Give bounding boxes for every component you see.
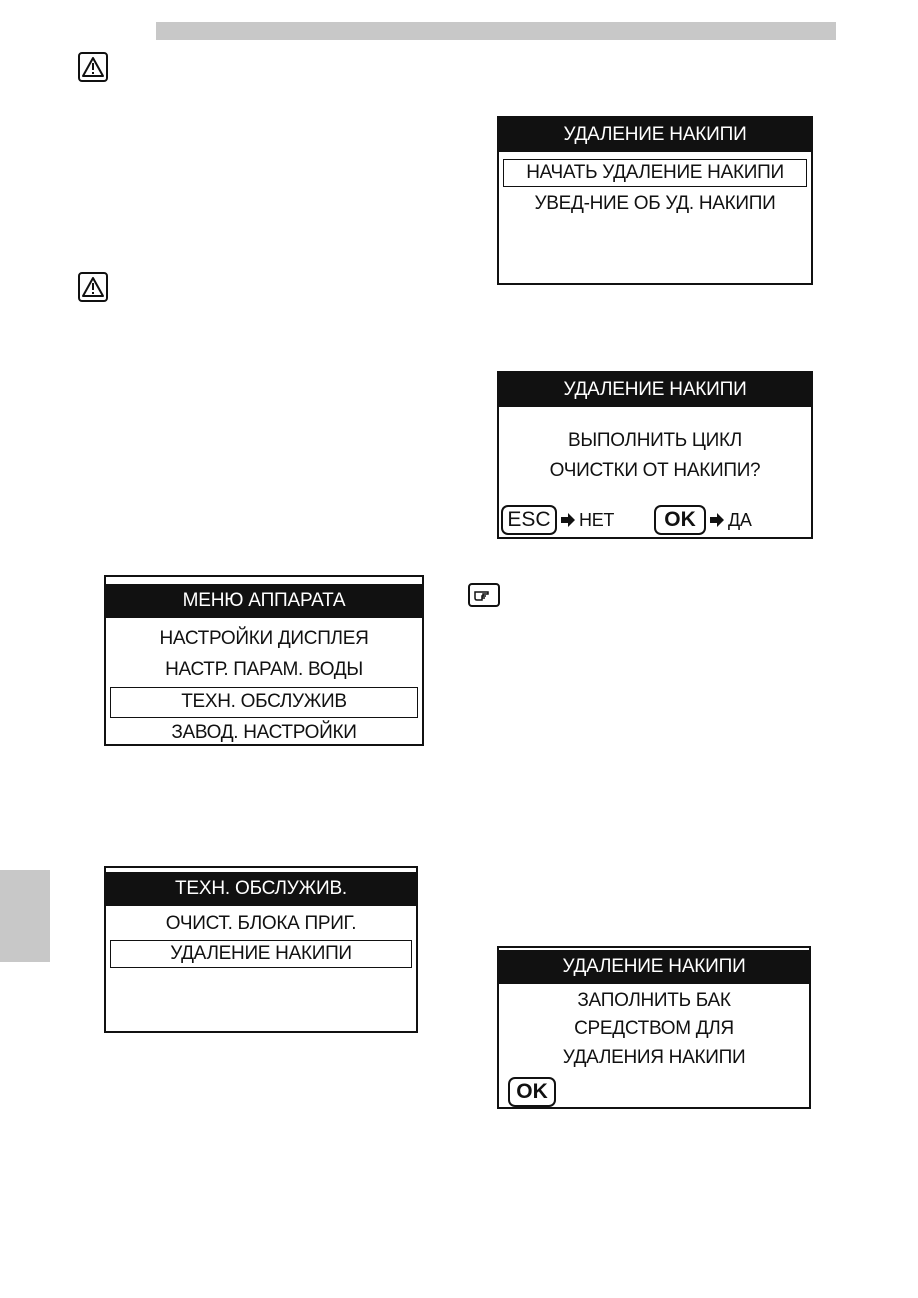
screen-title: МЕНЮ АППАРАТА [106, 584, 422, 618]
screen-title: УДАЛЕНИЕ НАКИПИ [499, 950, 809, 984]
menu-item-brew-unit-cleaning[interactable]: ОЧИСТ. БЛОКА ПРИГ. [165, 913, 357, 934]
screen-machine-menu [104, 575, 424, 746]
ok-key[interactable]: OK [508, 1077, 556, 1107]
pointing-hand-icon [468, 583, 500, 607]
menu-item-maintenance[interactable]: ТЕХН. ОБСЛУЖИВ [110, 687, 418, 718]
screen-maintenance-menu [104, 866, 418, 1033]
screen-title: УДАЛЕНИЕ НАКИПИ [499, 373, 811, 407]
screen-descale-menu [497, 116, 813, 285]
confirm-message-line-2: ОЧИСТКИ ОТ НАКИПИ? [549, 460, 761, 481]
ok-label: ДА [728, 510, 752, 530]
confirm-message-line-1: ВЫПОЛНИТЬ ЦИКЛ [568, 430, 742, 451]
menu-item-factory-settings[interactable]: ЗАВОД. НАСТРОЙКИ [171, 722, 357, 743]
warning-triangle-icon [78, 52, 108, 82]
arrow-right-icon [709, 512, 725, 528]
fill-message-line-1: ЗАПОЛНИТЬ БАК [577, 990, 731, 1011]
chapter-side-tab [0, 870, 50, 962]
screen-descale-fill [497, 946, 811, 1109]
ok-key[interactable]: OK [654, 505, 706, 535]
fill-message-line-3: УДАЛЕНИЯ НАКИПИ [562, 1047, 746, 1068]
menu-item-descale-notification[interactable]: УВЕД-НИЕ ОБ УД. НАКИПИ [534, 193, 776, 214]
menu-item-start-descale[interactable]: НАЧАТЬ УДАЛЕНИЕ НАКИПИ [503, 159, 807, 187]
esc-label: НЕТ [579, 510, 615, 530]
screen-title: ТЕХН. ОБСЛУЖИВ. [106, 872, 416, 906]
arrow-right-icon [560, 512, 576, 528]
screen-title: УДАЛЕНИЕ НАКИПИ [499, 118, 811, 152]
esc-key[interactable]: ESC [501, 505, 557, 535]
screen-descale-confirm [497, 371, 813, 539]
menu-item-descaling[interactable]: УДАЛЕНИЕ НАКИПИ [110, 940, 412, 968]
page-header-bar [156, 22, 836, 40]
menu-item-water-settings[interactable]: НАСТР. ПАРАМ. ВОДЫ [165, 659, 363, 680]
menu-item-display-settings[interactable]: НАСТРОЙКИ ДИСПЛЕЯ [159, 628, 369, 649]
fill-message-line-2: СРЕДСТВОМ ДЛЯ [574, 1018, 734, 1039]
warning-triangle-icon [78, 272, 108, 302]
